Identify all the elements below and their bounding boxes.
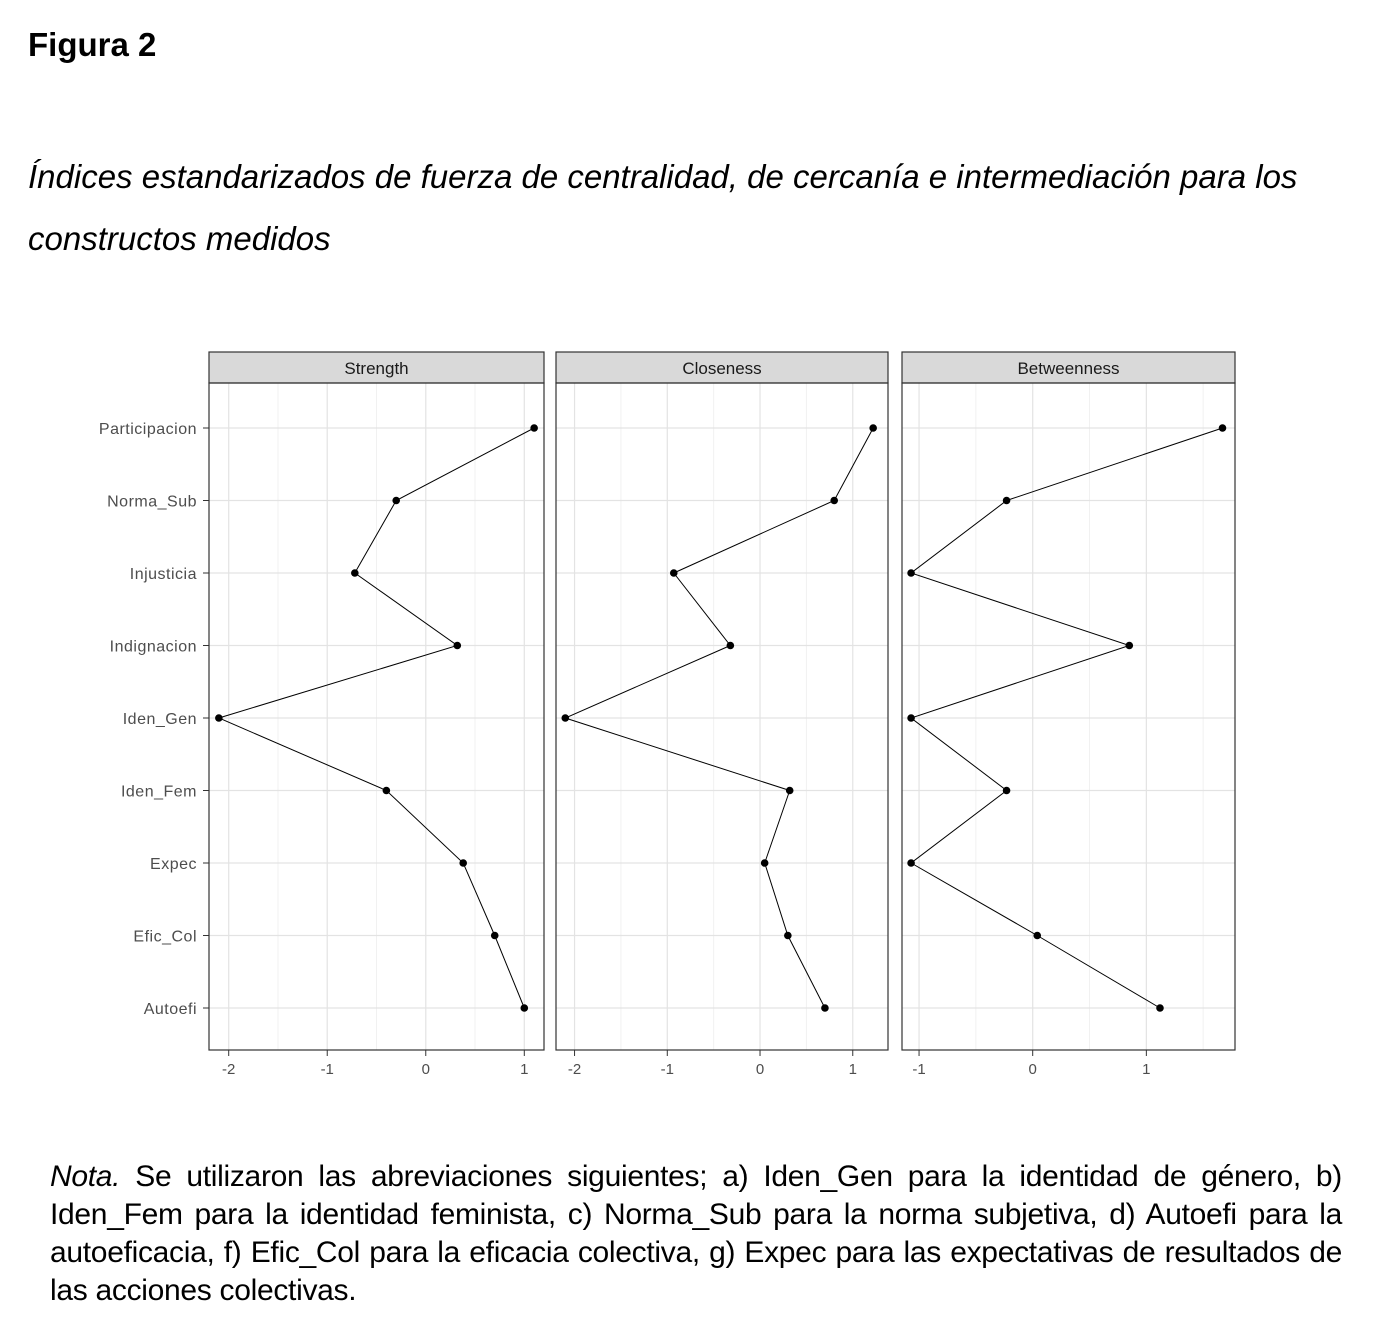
strip-title: Betweenness bbox=[1017, 359, 1120, 378]
x-tick-label: -2 bbox=[567, 1061, 582, 1078]
data-point bbox=[530, 424, 538, 432]
category-label: Efic_Col bbox=[133, 928, 197, 946]
x-tick-label: -1 bbox=[912, 1061, 926, 1078]
data-point bbox=[670, 569, 678, 577]
x-tick-label: 0 bbox=[1028, 1061, 1037, 1078]
data-point bbox=[761, 859, 769, 867]
x-tick-label: 1 bbox=[848, 1061, 857, 1078]
panel-strength bbox=[209, 352, 544, 1078]
data-point bbox=[907, 714, 915, 722]
x-tick-label: -1 bbox=[660, 1061, 674, 1078]
data-point bbox=[383, 787, 391, 795]
data-point bbox=[869, 424, 877, 432]
x-tick-label: 1 bbox=[520, 1061, 529, 1078]
figure-label: Figura 2 bbox=[28, 26, 157, 63]
figure-title: Índices estandarizados de fuerza de centralidad, de cercanía e intermediación para los constructos medidos bbox=[28, 158, 1298, 257]
panel-background bbox=[902, 383, 1235, 1050]
data-point bbox=[1156, 1004, 1164, 1012]
category-label: Iden_Fem bbox=[120, 783, 197, 801]
category-label: Expec bbox=[150, 856, 197, 873]
note-prefix: Nota. bbox=[50, 1160, 121, 1193]
data-point bbox=[215, 714, 223, 722]
strip-title: Strength bbox=[344, 359, 409, 378]
category-label: Autoefi bbox=[143, 1001, 197, 1018]
category-label: Iden_Gen bbox=[122, 711, 197, 728]
category-label: Participacion bbox=[98, 421, 197, 438]
data-point bbox=[459, 859, 467, 867]
category-label: Injusticia bbox=[129, 566, 197, 583]
centrality-chart bbox=[0, 330, 1374, 1090]
data-point bbox=[830, 497, 838, 505]
data-point bbox=[907, 859, 915, 867]
data-point bbox=[907, 569, 915, 577]
data-point bbox=[727, 642, 735, 650]
panel-closeness bbox=[556, 352, 888, 1078]
data-point bbox=[784, 932, 792, 940]
category-label: Indignacion bbox=[109, 638, 197, 656]
data-point bbox=[1219, 424, 1227, 432]
data-point bbox=[453, 642, 461, 650]
x-tick-label: -2 bbox=[222, 1061, 236, 1078]
panel-betweenness bbox=[902, 352, 1235, 1078]
data-point bbox=[561, 714, 569, 722]
data-point bbox=[821, 1004, 829, 1012]
data-point bbox=[1033, 932, 1041, 940]
x-tick-label: 1 bbox=[1142, 1061, 1151, 1078]
x-tick-label: 0 bbox=[421, 1061, 430, 1078]
x-tick-label: 0 bbox=[755, 1061, 765, 1078]
figure-note bbox=[50, 1158, 1342, 1310]
data-point bbox=[491, 932, 499, 940]
strip-title: Closeness bbox=[682, 359, 762, 378]
data-point bbox=[1003, 787, 1011, 795]
data-point bbox=[1003, 497, 1011, 505]
data-point bbox=[351, 569, 359, 577]
panel-background bbox=[556, 383, 888, 1050]
x-tick-label: -1 bbox=[320, 1061, 334, 1078]
data-point bbox=[392, 497, 400, 505]
data-point bbox=[1126, 642, 1134, 650]
data-point bbox=[786, 787, 794, 795]
note-text: Se utilizaron las abreviaciones siguientes; a) Iden_Gen para la identidad de género, b) Iden_Fem para la identidad feminista, c) Norma_Sub para la norma subjetiva, d) Autoefi para la autoeficacia, f) Efic_Col para la eficacia colectiva, g) Expec para las expectativas de resultados de las acciones colectivas. bbox=[50, 1160, 1342, 1307]
category-label: Norma_Sub bbox=[107, 493, 197, 511]
data-point bbox=[520, 1004, 528, 1012]
